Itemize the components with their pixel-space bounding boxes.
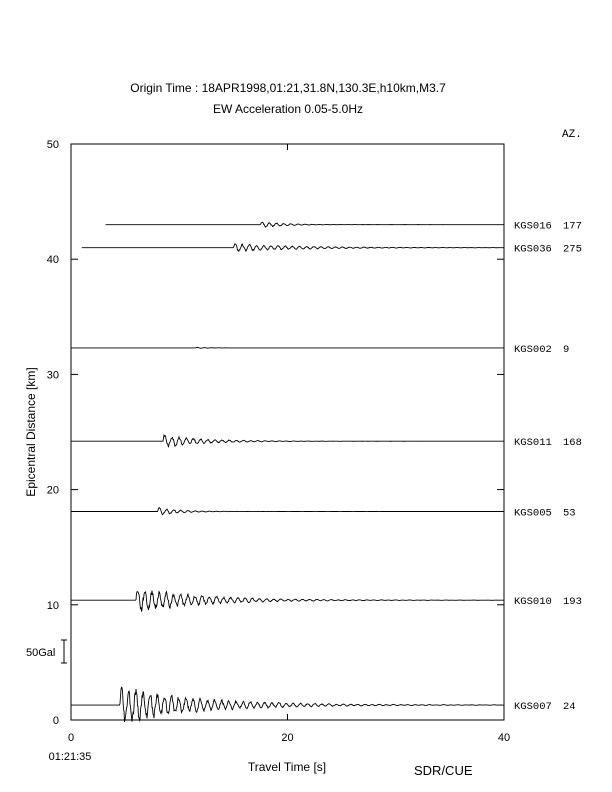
station-azimuth-label: 193 [563,596,582,609]
y-tick-label: 20 [46,484,59,497]
x-tick-label: 20 [281,732,294,744]
station-name-label: KGS010 [514,596,552,609]
az-header: AZ. [562,129,582,141]
y-tick-label: 40 [46,254,59,267]
traces [71,222,504,722]
y-tick-label: 0 [52,715,59,727]
x-axis-label: Travel Time [s] [247,760,327,774]
y-axis-label: Epicentral Distance [km] [24,367,38,497]
trace-kgs036 [82,244,504,251]
station-azimuth-label: 53 [563,507,576,520]
station-name-label: KGS005 [514,507,552,520]
origin-time-label: 01:21:35 [48,751,92,763]
trace-kgs011 [71,435,504,447]
station-labels [514,221,582,713]
station-azimuth-label: 9 [563,343,570,356]
station-azimuth-label: 24 [563,701,576,714]
station-name-label: KGS011 [514,437,552,450]
y-tick-label: 10 [46,599,59,612]
chart-subtitle: EW Acceleration 0.05-5.0Hz [212,102,364,116]
station-azimuth-label: 275 [563,243,582,256]
trace-kgs002 [71,347,504,348]
station-name-label: KGS007 [514,701,552,714]
trace-kgs005 [71,508,504,515]
chart-title: Origin Time : 18APR1998,01:21,31.8N,130.3E,h10km,M3.7 [130,81,446,95]
y-tick-label: 50 [46,139,59,151]
station-name-label: KGS002 [514,343,552,356]
station-name-label: KGS036 [514,243,552,256]
station-name-label: KGS016 [514,220,552,233]
plot-frame [71,144,504,720]
scale-label: 50Gal [26,647,56,659]
station-azimuth-label: 168 [563,437,582,450]
trace-kgs010 [71,591,504,612]
station-azimuth-label: 177 [563,220,582,233]
trace-kgs016 [106,222,504,227]
x-tick-label: 0 [67,732,75,744]
y-tick-label: 30 [46,369,59,382]
x-tick-label: 40 [497,732,511,744]
credit-label: SDR/CUE [414,763,473,778]
